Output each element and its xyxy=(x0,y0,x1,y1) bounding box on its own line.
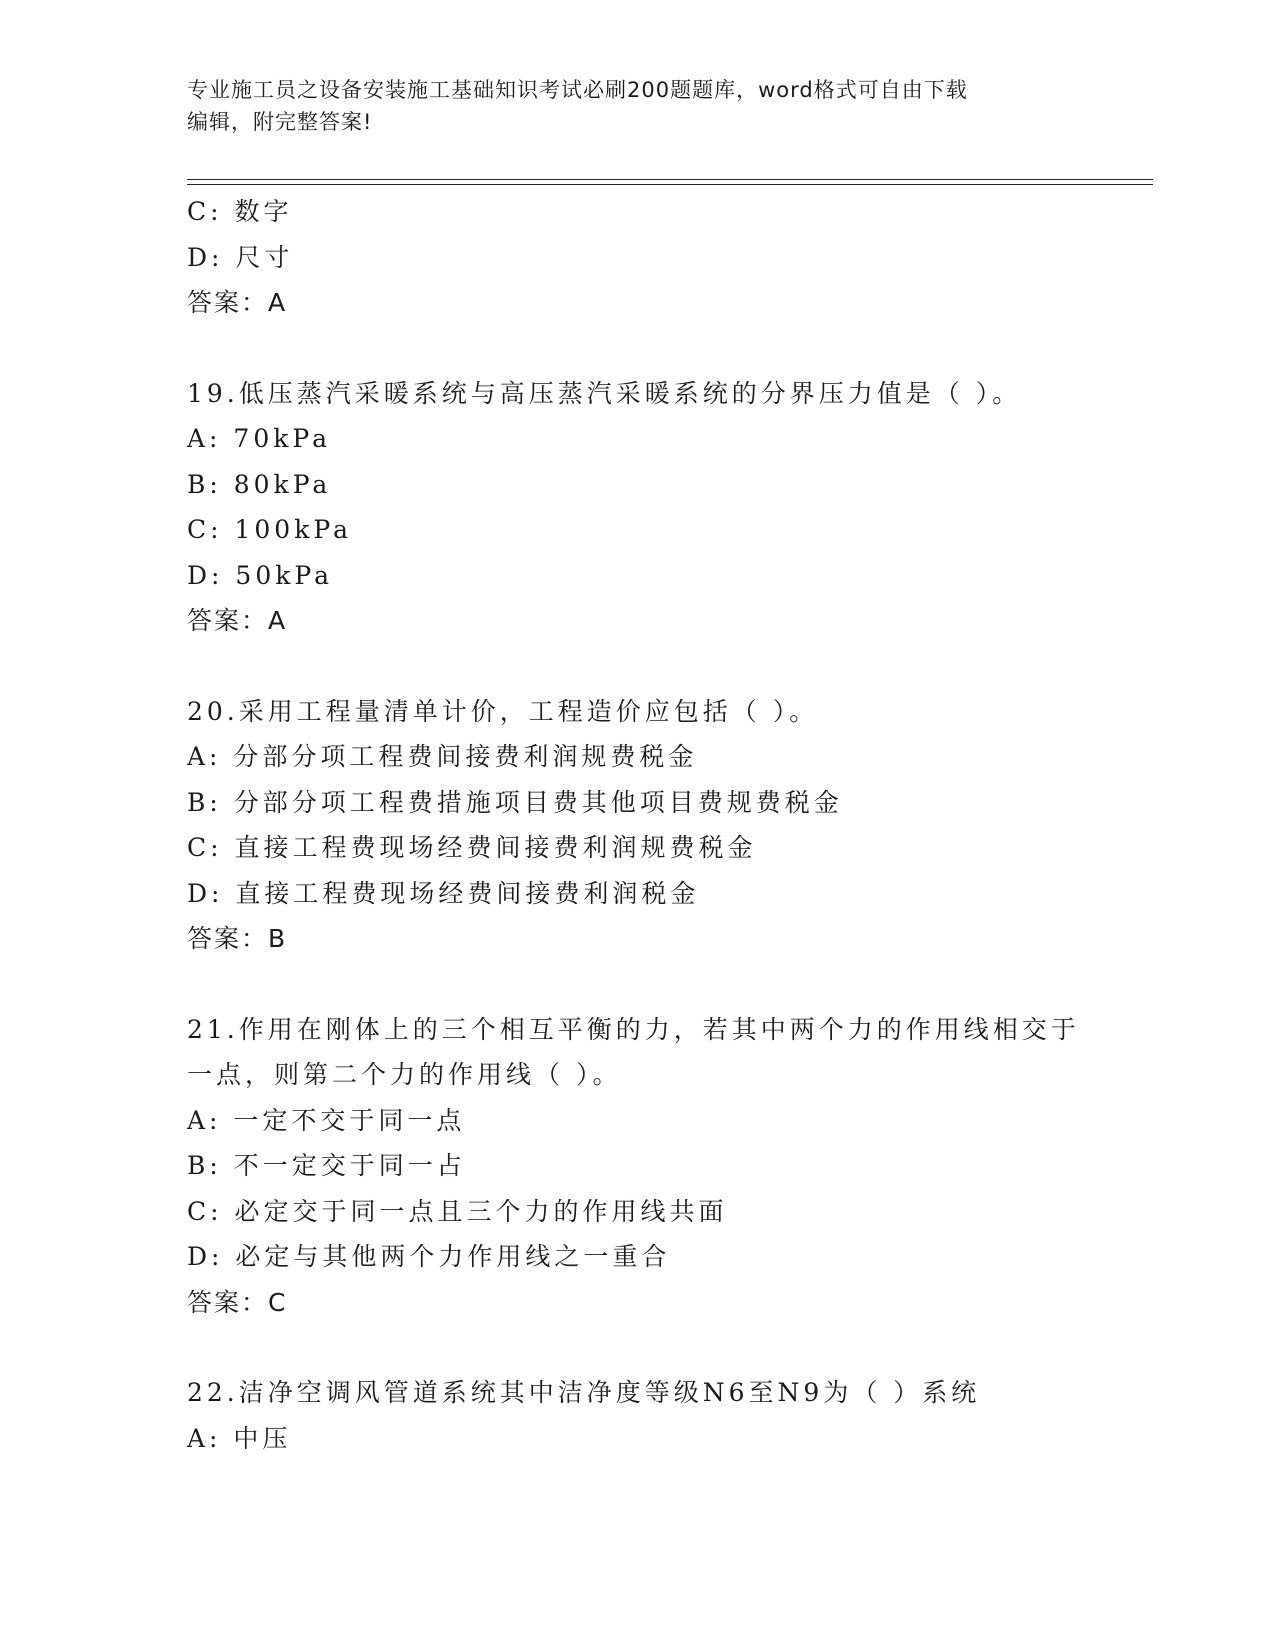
question-spacer xyxy=(187,644,1147,689)
question-list xyxy=(187,189,1147,1461)
question-20-option-d: D: 直接工程费现场经费间接费利润税金 xyxy=(187,878,700,908)
question-21-option-c: C: 必定交于同一点且三个力的作用线共面 xyxy=(187,1196,728,1226)
question-20 xyxy=(187,689,1147,962)
question-18-answer: 答案：A xyxy=(187,288,288,317)
question-22-option-a: A: 中压 xyxy=(187,1423,292,1453)
question-21-stem-line-2: 一点，则第二个力的作用线（ ）。 xyxy=(187,1060,622,1089)
question-22-stem: 22.洁净空调风管道系统其中洁净度等级N6至N9为（ ）系统 xyxy=(187,1378,981,1407)
question-20-option-c: C: 直接工程费现场经费间接费利润规费税金 xyxy=(187,833,757,862)
header-divider-bottom xyxy=(187,184,1153,185)
question-spacer xyxy=(187,1325,1147,1370)
header-title-line-2: 编辑，附完整答案! xyxy=(187,110,373,134)
question-21-stem-line-1: 21.作用在刚体上的三个相互平衡的力，若其中两个力的作用线相交于 xyxy=(187,1014,1080,1044)
question-21-option-d: D: 必定与其他两个力作用线之一重合 xyxy=(187,1242,671,1271)
question-21-answer: 答案：C xyxy=(187,1287,288,1317)
question-18-option-d: D: 尺寸 xyxy=(187,242,294,272)
document-header xyxy=(187,74,1087,138)
question-19-option-c: C: 100kPa xyxy=(187,515,352,544)
question-spacer xyxy=(187,962,1147,1007)
question-19-option-d: D: 50kPa xyxy=(187,560,333,590)
question-18-option-c: C: 数字 xyxy=(187,197,293,226)
question-19-option-b: B: 80kPa xyxy=(187,469,332,499)
question-18-continued xyxy=(187,189,1147,326)
question-21-option-b: B: 不一定交于同一占 xyxy=(187,1151,466,1180)
question-21-option-a: A: 一定不交于同一点 xyxy=(187,1105,466,1135)
question-19-stem: 19.低压蒸汽采暖系统与高压蒸汽采暖系统的分界压力值是（ ）。 xyxy=(187,378,1022,408)
question-19-option-a: A: 70kPa xyxy=(187,424,331,453)
question-spacer xyxy=(187,326,1147,371)
question-21 xyxy=(187,1007,1147,1326)
question-20-option-a: A: 分部分项工程费间接费利润规费税金 xyxy=(187,742,698,771)
question-19-answer: 答案：A xyxy=(187,606,288,635)
question-20-answer: 答案：B xyxy=(187,924,288,953)
question-22 xyxy=(187,1370,1147,1461)
question-20-stem: 20.采用工程量清单计价，工程造价应包括（ ）。 xyxy=(187,696,819,726)
header-title-line-1: 专业施工员之设备安装施工基础知识考试必刷200题题库，word格式可自由下载 xyxy=(187,78,968,102)
header-divider-top xyxy=(187,179,1153,180)
question-19 xyxy=(187,371,1147,644)
question-20-option-b: B: 分部分项工程费措施项目费其他项目费规费税金 xyxy=(187,787,843,817)
